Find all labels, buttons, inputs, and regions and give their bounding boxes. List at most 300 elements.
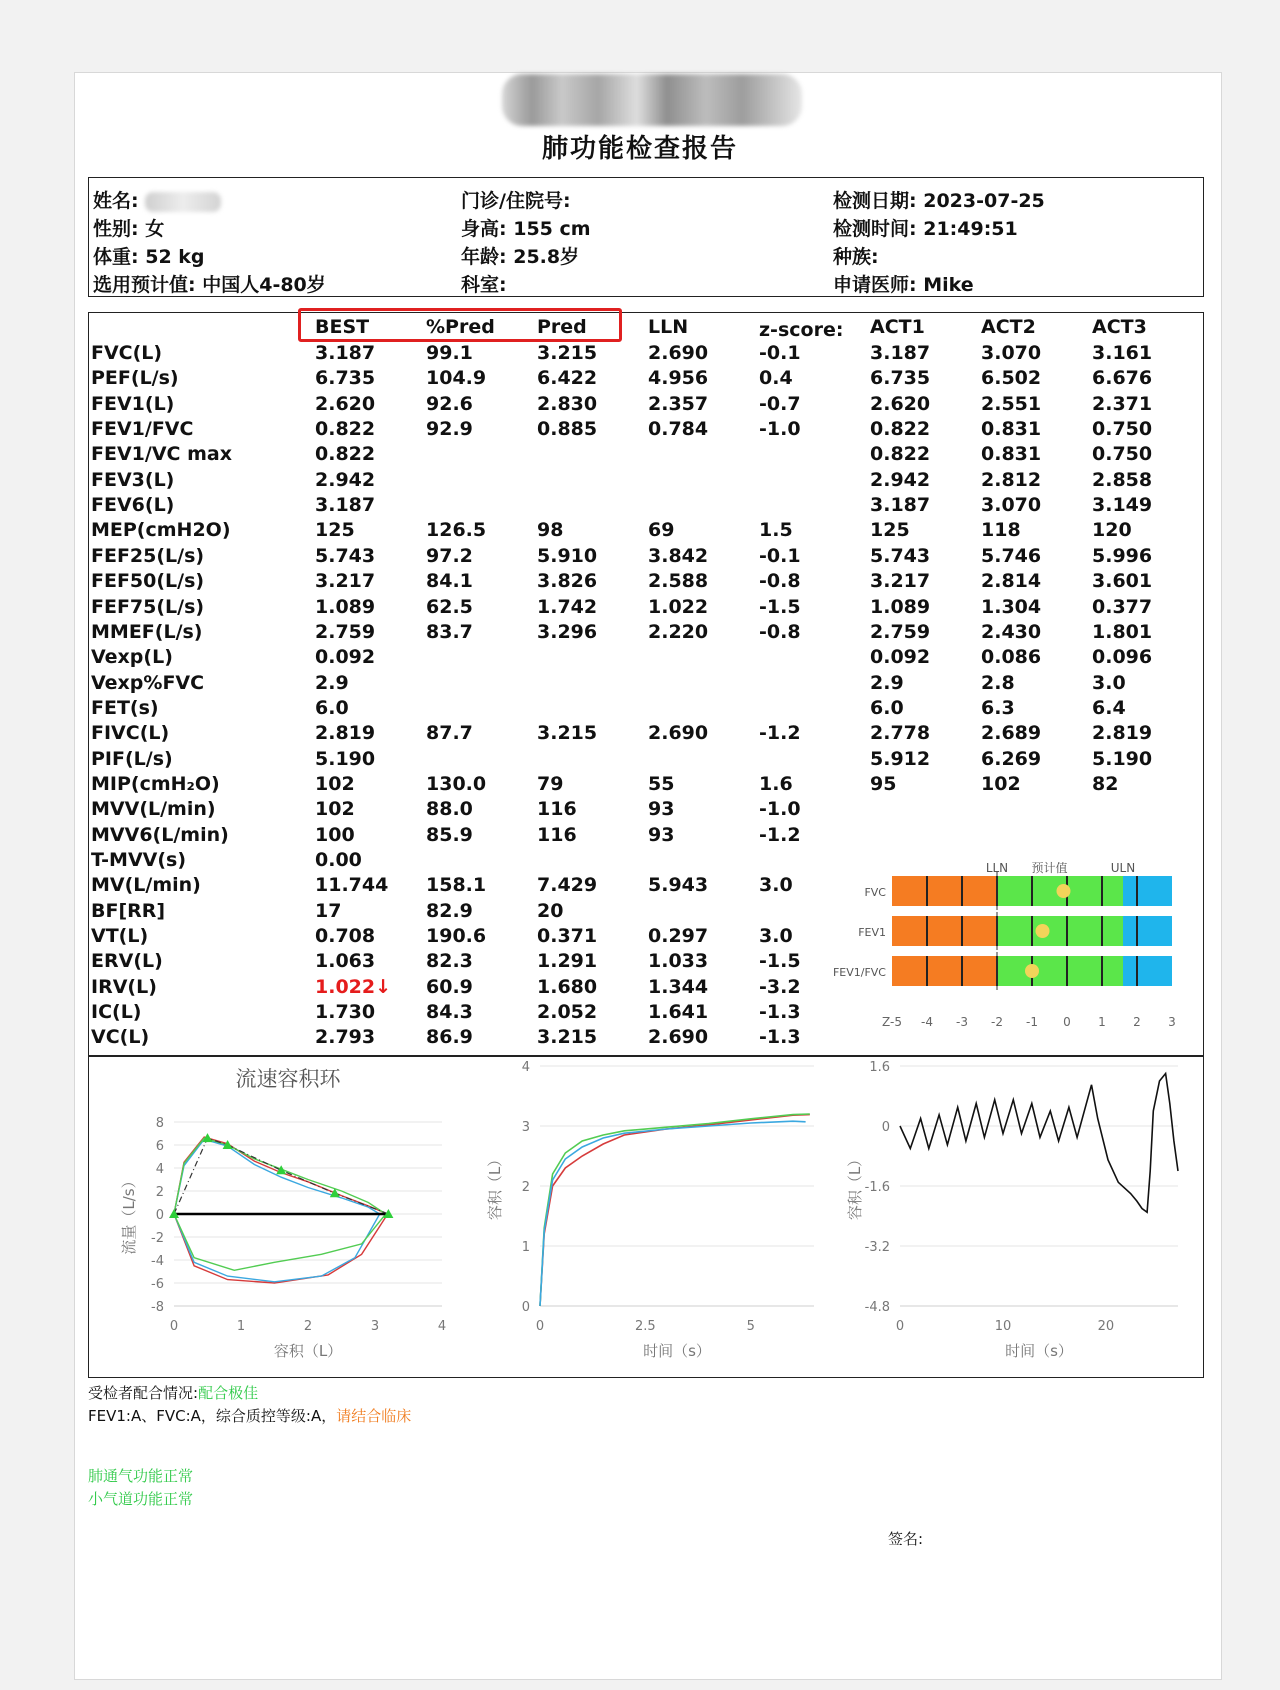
doctor-row — [833, 270, 974, 297]
y-tick-label: -3.2 — [864, 1240, 890, 1255]
table-cell: 116 — [537, 798, 577, 821]
table-cell: 0.822 — [315, 418, 376, 441]
column-header: ACT1 — [870, 316, 925, 338]
age-row — [461, 242, 579, 269]
predset-row — [93, 270, 326, 297]
zscore-row-label: FVC — [864, 886, 886, 899]
table-cell: 1.5 — [759, 519, 793, 542]
zscore-low-zone — [892, 956, 997, 986]
column-header: %Pred — [426, 316, 495, 338]
blurred-hospital-name — [502, 74, 802, 126]
table-cell: 1.063 — [315, 950, 376, 973]
table-cell: 92.9 — [426, 418, 473, 441]
table-cell: 86.9 — [426, 1026, 473, 1049]
table-cell: 3.296 — [537, 620, 598, 643]
zscore-high-zone — [1123, 956, 1172, 986]
table-cell: 0.822 — [870, 418, 931, 441]
table-cell: 60.9 — [426, 975, 473, 998]
parameter-name: FEV1(L) — [91, 392, 175, 415]
table-cell: 6.735 — [315, 367, 376, 390]
patient-info-box — [88, 177, 1204, 297]
y-tick-label: -4 — [151, 1254, 164, 1269]
y-tick-label: 6 — [155, 1139, 164, 1154]
table-cell: 2.819 — [1092, 722, 1153, 745]
zscore-axis-label: 1 — [1098, 1015, 1106, 1029]
table-cell: 82 — [1092, 772, 1119, 795]
zscore-normal-zone — [997, 916, 1123, 946]
table-cell: 4.956 — [648, 367, 709, 390]
table-cell: 98 — [537, 519, 564, 542]
table-cell: 2.689 — [981, 722, 1042, 745]
parameter-name: FVC(L) — [91, 342, 163, 364]
table-cell: 2.942 — [870, 468, 931, 491]
ethnicity-label: 种族: — [833, 246, 879, 268]
table-cell: 1.680 — [537, 975, 598, 998]
parameter-name: PEF(L/s) — [91, 367, 179, 390]
height-value: 155 cm — [513, 218, 591, 240]
table-cell: 3.187 — [870, 494, 931, 517]
zscore-axis-label: 2 — [1133, 1015, 1141, 1029]
table-cell: 3.0 — [759, 925, 793, 948]
table-cell: 0.750 — [1092, 443, 1153, 466]
table-cell: 95 — [870, 772, 897, 795]
series-line — [540, 1121, 806, 1306]
tidal-volume-chart — [834, 1060, 1204, 1376]
table-cell: 125 — [315, 519, 355, 542]
x-tick-label: 3 — [370, 1319, 380, 1334]
table-cell: 120 — [1092, 519, 1132, 542]
table-cell: 2.759 — [870, 620, 931, 643]
x-tick-label: 0 — [169, 1319, 179, 1334]
table-cell: -1.5 — [759, 595, 801, 618]
table-cell: 2.9 — [315, 671, 349, 694]
parameter-name: BF[RR] — [91, 899, 166, 922]
parameter-name: VC(L) — [91, 1026, 150, 1049]
table-cell: 7.429 — [537, 874, 598, 897]
table-cell: -1.3 — [759, 1001, 801, 1024]
column-header: Pred — [537, 316, 587, 338]
parameter-name: FEF75(L/s) — [91, 595, 205, 618]
table-cell: 93 — [648, 823, 675, 846]
table-cell: 190.6 — [426, 925, 487, 948]
zscore-top-label: LLN — [985, 861, 1009, 875]
column-header: ACT2 — [981, 316, 1036, 338]
table-cell: 6.735 — [870, 367, 931, 390]
dept-row — [461, 270, 507, 297]
conclusion-small-airway: 小气道功能正常 — [88, 1490, 194, 1508]
y-axis-label: 容积（L） — [846, 1151, 864, 1221]
table-cell: -0.1 — [759, 342, 801, 364]
table-cell: 2.220 — [648, 620, 709, 643]
table-cell: 3.187 — [315, 494, 376, 517]
table-cell: 2.690 — [648, 722, 709, 745]
table-cell: 62.5 — [426, 595, 473, 618]
clinic-label: 门诊/住院号: — [461, 190, 571, 212]
age-value: 25.8岁 — [513, 246, 580, 268]
time-label: 检测时间: — [833, 218, 917, 240]
parameter-name: IC(L) — [91, 1001, 142, 1024]
table-cell: 3.215 — [537, 342, 598, 364]
dept-label: 科室: — [461, 274, 507, 296]
table-cell: 6.269 — [981, 747, 1042, 770]
predset-label: 选用预计值: — [93, 274, 196, 296]
table-cell: -0.1 — [759, 544, 801, 567]
parameter-name: PIF(L/s) — [91, 747, 173, 770]
table-cell: 5.996 — [1092, 544, 1153, 567]
zscore-marker — [1025, 964, 1039, 978]
conclusion-ventilation: 肺通气功能正常 — [88, 1467, 194, 1485]
table-cell: 82.3 — [426, 950, 473, 973]
table-cell: 2.814 — [981, 570, 1042, 593]
table-cell: -1.5 — [759, 950, 801, 973]
table-cell: 0.885 — [537, 418, 598, 441]
x-tick-label: 1 — [236, 1319, 246, 1334]
name-row — [93, 186, 221, 213]
table-cell: 2.551 — [981, 392, 1042, 415]
table-cell: 2.620 — [870, 392, 931, 415]
parameter-name: FEV3(L) — [91, 468, 175, 491]
x-axis-label: 时间（s） — [1005, 1342, 1073, 1360]
table-cell: 0.784 — [648, 418, 709, 441]
blurred-name — [145, 192, 221, 212]
table-cell: 1.089 — [870, 595, 931, 618]
doctor-value: Mike — [923, 274, 974, 296]
y-tick-label: -8 — [151, 1300, 164, 1315]
column-header: ACT3 — [1092, 316, 1147, 338]
column-header: z-score: — [759, 319, 844, 341]
clinic-row — [461, 186, 571, 213]
table-cell: 3.070 — [981, 494, 1042, 517]
table-cell: 6.4 — [1092, 696, 1126, 719]
height-label: 身高: — [461, 218, 507, 240]
y-axis-label: 容积（L） — [486, 1151, 504, 1221]
table-cell: 93 — [648, 798, 675, 821]
table-cell: -1.2 — [759, 823, 801, 846]
zscore-axis-label: -1 — [1026, 1015, 1038, 1029]
table-cell: 102 — [315, 772, 355, 795]
table-cell: 2.812 — [981, 468, 1042, 491]
zscore-low-zone — [892, 876, 997, 906]
table-cell: 2.778 — [870, 722, 931, 745]
parameter-name: MMEF(L/s) — [91, 620, 203, 643]
parameter-name: MVV(L/min) — [91, 798, 216, 821]
table-cell: 0.00 — [315, 849, 362, 871]
table-cell: 0.831 — [981, 418, 1042, 441]
y-tick-label: 2 — [521, 1180, 530, 1195]
table-cell: 20 — [537, 899, 564, 922]
doctor-label: 申请医师: — [833, 274, 917, 296]
table-cell: 0.371 — [537, 925, 598, 948]
table-cell: -1.2 — [759, 722, 801, 745]
table-cell: -1.0 — [759, 798, 801, 821]
table-cell: 6.3 — [981, 696, 1015, 719]
parameter-name: MIP(cmH₂O) — [91, 772, 220, 795]
table-cell: 83.7 — [426, 620, 473, 643]
column-header: BEST — [315, 316, 370, 338]
zscore-row-label: FEV1 — [858, 926, 886, 939]
table-cell: 2.690 — [648, 1026, 709, 1049]
table-cell: 2.8 — [981, 671, 1015, 694]
parameter-name: FEV1/VC max — [91, 443, 232, 466]
table-cell: 6.0 — [870, 696, 904, 719]
weight-value: 52 kg — [145, 246, 205, 268]
table-cell: 6.0 — [315, 696, 349, 719]
time-value: 21:49:51 — [923, 218, 1018, 240]
gender-label: 性别: — [93, 218, 139, 240]
table-cell: 1.291 — [537, 950, 598, 973]
table-cell: 3.215 — [537, 722, 598, 745]
table-cell: 2.620 — [315, 392, 376, 415]
table-cell: 1.033 — [648, 950, 709, 973]
x-axis-label: 时间（s） — [643, 1342, 711, 1360]
highlight-annotation — [298, 308, 622, 342]
table-cell: 0.092 — [870, 646, 931, 669]
table-cell: 85.9 — [426, 823, 473, 846]
table-cell: 5.746 — [981, 544, 1042, 567]
table-cell: 3.149 — [1092, 494, 1153, 517]
quality-line — [88, 1405, 411, 1426]
parameter-name: T-MVV(s) — [91, 849, 187, 871]
table-cell: 2.759 — [315, 620, 376, 643]
table-cell: 2.830 — [537, 392, 598, 415]
table-cell: 126.5 — [426, 519, 487, 542]
table-cell: 0.086 — [981, 646, 1042, 669]
x-tick-label: 20 — [1097, 1319, 1115, 1334]
y-tick-label: 1.6 — [869, 1060, 890, 1075]
table-cell: -0.8 — [759, 570, 801, 593]
table-cell: 1.089 — [315, 595, 376, 618]
table-cell: 125 — [870, 519, 910, 542]
parameter-name: FEV1/FVC — [91, 418, 194, 441]
table-cell: 102 — [981, 772, 1021, 795]
table-cell: 6.676 — [1092, 367, 1153, 390]
date-row — [833, 186, 1045, 213]
table-cell: 3.217 — [870, 570, 931, 593]
cooperation-line — [88, 1382, 258, 1403]
table-cell: 3.187 — [870, 342, 931, 364]
y-tick-label: -1.6 — [864, 1180, 890, 1195]
weight-label: 体重: — [93, 246, 139, 268]
predset-value: 中国人4-80岁 — [202, 274, 326, 296]
parameter-name: MVV6(L/min) — [91, 823, 229, 846]
table-cell: 100 — [315, 823, 355, 846]
y-tick-label: 2 — [155, 1185, 164, 1200]
x-tick-label: 10 — [994, 1319, 1012, 1334]
x-tick-label: 2 — [303, 1319, 313, 1334]
table-cell: 0.822 — [315, 443, 376, 466]
table-cell: 5.910 — [537, 544, 598, 567]
y-tick-label: 8 — [155, 1116, 164, 1131]
table-cell: -3.2 — [759, 975, 801, 998]
quality-note: 请结合临床 — [336, 1407, 412, 1425]
table-cell: 130.0 — [426, 772, 487, 795]
y-tick-label: 0 — [521, 1300, 530, 1315]
table-cell: 5.943 — [648, 874, 709, 897]
date-label: 检测日期: — [833, 190, 917, 212]
parameter-name: FEV6(L) — [91, 494, 175, 517]
zscore-axis-label: -2 — [991, 1015, 1003, 1029]
table-cell: 0.377 — [1092, 595, 1153, 618]
ethnicity-row — [833, 242, 879, 269]
parameter-name: FEF50(L/s) — [91, 570, 205, 593]
parameter-name: MEP(cmH2O) — [91, 519, 231, 542]
y-axis-label: 流量（L/s） — [120, 1173, 138, 1255]
flow-volume-loop-chart — [92, 1060, 452, 1376]
table-cell: 2.793 — [315, 1026, 376, 1049]
table-cell: 2.430 — [981, 620, 1042, 643]
time-row — [833, 214, 1018, 241]
table-cell: 3.0 — [1092, 671, 1126, 694]
table-cell: 55 — [648, 772, 675, 795]
x-tick-label: 0 — [895, 1319, 905, 1334]
zscore-top-label: 预计值 — [1031, 861, 1068, 875]
table-cell: 3.070 — [981, 342, 1042, 364]
report-title: 肺功能检查报告 — [541, 134, 738, 164]
parameter-name: FET(s) — [91, 696, 159, 719]
y-tick-label: -2 — [151, 1231, 164, 1246]
table-cell: 5.190 — [315, 747, 376, 770]
table-cell: -0.8 — [759, 620, 801, 643]
zscore-top-label: ULN — [1110, 861, 1136, 875]
x-tick-label: 2.5 — [635, 1319, 656, 1334]
table-cell: 1.641 — [648, 1001, 709, 1024]
table-cell: 0.831 — [981, 443, 1042, 466]
table-cell: 2.690 — [648, 342, 709, 364]
table-cell: 5.912 — [870, 747, 931, 770]
table-cell: 2.371 — [1092, 392, 1153, 415]
zscore-axis-label: -3 — [956, 1015, 968, 1029]
table-cell: 0.4 — [759, 367, 793, 390]
volume-time-chart — [462, 1060, 832, 1376]
table-cell: 2.858 — [1092, 468, 1153, 491]
zscore-low-zone — [892, 916, 997, 946]
x-tick-label: 0 — [535, 1319, 545, 1334]
y-tick-label: 1 — [521, 1240, 530, 1255]
column-header: LLN — [648, 316, 689, 338]
name-label: 姓名: — [93, 190, 139, 212]
series-inspiratory-line — [174, 1214, 386, 1270]
table-cell: 104.9 — [426, 367, 487, 390]
table-cell: 158.1 — [426, 874, 487, 897]
table-cell: 1.6 — [759, 772, 793, 795]
parameter-name: MV(L/min) — [91, 874, 201, 897]
table-cell: 88.0 — [426, 798, 473, 821]
table-cell: 1.022↓ — [315, 975, 392, 998]
series-inspiratory-line — [174, 1214, 388, 1283]
zscore-marker — [1057, 884, 1071, 898]
table-cell: 6.502 — [981, 367, 1042, 390]
table-cell: 5.190 — [1092, 747, 1153, 770]
table-cell: 0.708 — [315, 925, 376, 948]
parameter-name: Vexp%FVC — [91, 671, 205, 694]
gender-row — [93, 214, 164, 241]
table-cell: 1.022 — [648, 595, 709, 618]
table-cell: 102 — [315, 798, 355, 821]
table-cell: 0.822 — [870, 443, 931, 466]
table-cell: 2.819 — [315, 722, 376, 745]
table-cell: 118 — [981, 519, 1021, 542]
table-cell: 1.742 — [537, 595, 598, 618]
y-tick-label: 4 — [521, 1060, 530, 1075]
table-cell: 2.9 — [870, 671, 904, 694]
table-cell: -0.7 — [759, 392, 801, 415]
table-cell: 2.357 — [648, 392, 709, 415]
parameter-name: Vexp(L) — [91, 646, 173, 669]
zscore-high-zone — [1123, 916, 1172, 946]
table-cell: 92.6 — [426, 392, 473, 415]
parameter-name: ERV(L) — [91, 950, 163, 973]
table-cell: 1.344 — [648, 975, 709, 998]
signature-label: 签名: — [888, 1530, 924, 1548]
series-line — [900, 1074, 1178, 1213]
table-cell: 11.744 — [315, 874, 389, 897]
parameter-name: FEF25(L/s) — [91, 544, 205, 567]
age-label: 年龄: — [461, 246, 507, 268]
zscore-axis-label: -4 — [921, 1015, 933, 1029]
table-cell: 3.826 — [537, 570, 598, 593]
table-cell: 84.1 — [426, 570, 473, 593]
table-cell: 3.161 — [1092, 342, 1153, 364]
table-cell: 79 — [537, 772, 564, 795]
zscore-marker — [1036, 924, 1050, 938]
quality-text: FEV1:A、FVC:A，综合质控等级:A， — [88, 1407, 337, 1425]
table-cell: 82.9 — [426, 899, 473, 922]
y-tick-label: 0 — [881, 1120, 890, 1135]
y-tick-label: 0 — [155, 1208, 164, 1223]
table-cell: 5.743 — [870, 544, 931, 567]
series-expiratory-line — [174, 1139, 380, 1214]
zscore-axis-label: 3 — [1168, 1015, 1176, 1029]
parameter-name: VT(L) — [91, 925, 149, 948]
y-tick-label: -4.8 — [864, 1300, 890, 1315]
table-cell: 84.3 — [426, 1001, 473, 1024]
table-cell: 6.422 — [537, 367, 598, 390]
table-cell: 0.750 — [1092, 418, 1153, 441]
zscore-bar-chart — [820, 860, 1200, 1050]
zscore-axis-label: 0 — [1063, 1015, 1071, 1029]
height-row — [461, 214, 591, 241]
table-cell: 2.942 — [315, 468, 376, 491]
zscore-high-zone — [1123, 876, 1172, 906]
table-cell: 99.1 — [426, 342, 473, 364]
table-cell: 3.187 — [315, 342, 376, 364]
y-tick-label: 4 — [155, 1162, 164, 1177]
parameter-name: FIVC(L) — [91, 722, 170, 745]
table-cell: -1.3 — [759, 1026, 801, 1049]
parameter-name: IRV(L) — [91, 975, 157, 998]
table-cell: 87.7 — [426, 722, 473, 745]
weight-row — [93, 242, 205, 269]
table-cell: 69 — [648, 519, 675, 542]
x-tick-label: 4 — [437, 1319, 447, 1334]
table-cell: 0.092 — [315, 646, 376, 669]
zscore-axis-label: Z-5 — [882, 1015, 902, 1029]
table-cell: -1.0 — [759, 418, 801, 441]
table-cell: 5.743 — [315, 544, 376, 567]
zscore-row-label: FEV1/FVC — [832, 966, 886, 979]
table-cell: 3.0 — [759, 874, 793, 897]
table-cell: 3.601 — [1092, 570, 1153, 593]
table-cell: 116 — [537, 823, 577, 846]
table-cell: 1.801 — [1092, 620, 1153, 643]
table-cell: 2.052 — [537, 1001, 598, 1024]
table-cell: 3.842 — [648, 544, 709, 567]
cooperation-label: 受检者配合情况: — [88, 1384, 199, 1402]
x-tick-label: 5 — [746, 1319, 755, 1334]
table-cell: 17 — [315, 899, 342, 922]
date-value: 2023-07-25 — [923, 190, 1045, 212]
y-tick-label: -6 — [151, 1277, 164, 1292]
